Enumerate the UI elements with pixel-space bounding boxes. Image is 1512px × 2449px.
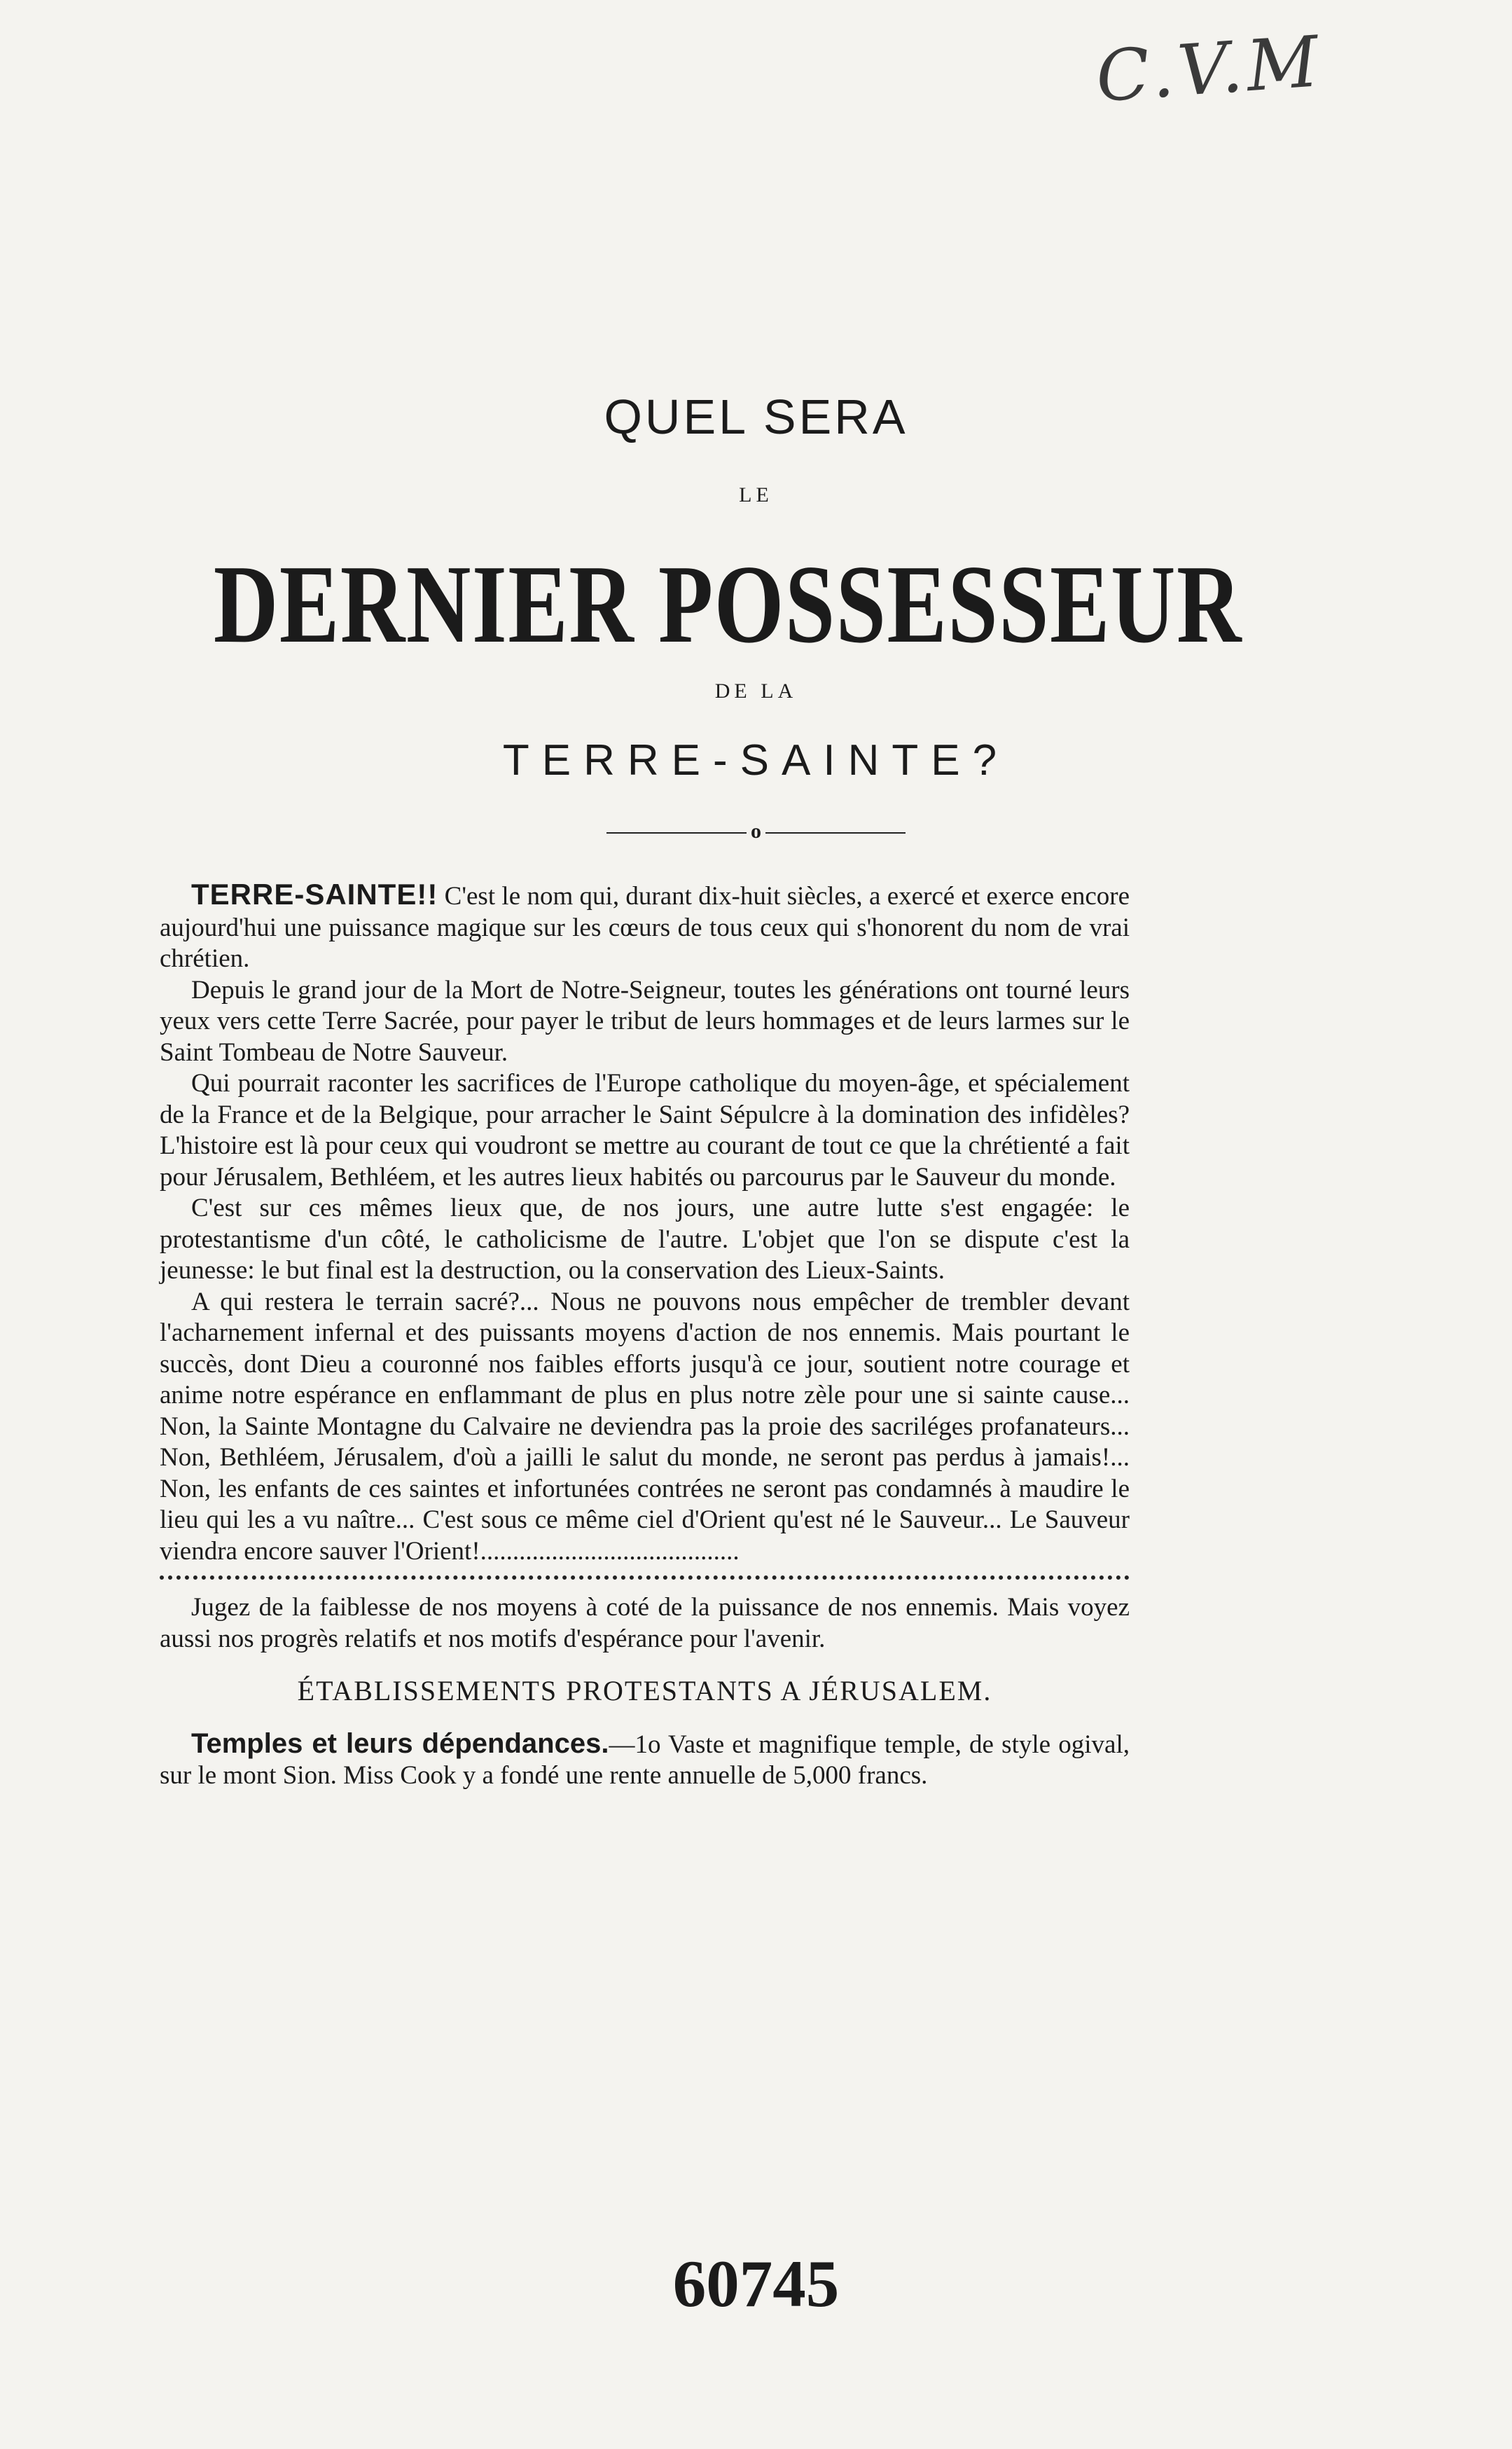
- title-main: DERNIER POSSESSEUR: [213, 541, 1243, 666]
- title-line-4: DE LA: [714, 679, 798, 703]
- title-line-5: TERRE-SAINTE?: [502, 736, 1010, 785]
- title-separator: o: [0, 820, 1512, 843]
- paragraph-6: Jugez de la faiblesse de nos moyens à coté de la puissance de nos ennemis. Mais voyez aussi nos progrès relatifs et nos motifs d'espérance pour l'avenir.: [160, 1593, 1130, 1653]
- paragraph-1: [160, 879, 1130, 975]
- lead-phrase: TERRE-SAINTE!!: [191, 878, 438, 911]
- section-text: —1o Vaste et magnifique temple, de style ogival, sur le mont Sion. Miss Cook y a fondé une rente annuelle de 5,000 francs.: [160, 1730, 1130, 1790]
- handwritten-annotation: C.V.M: [1093, 20, 1326, 118]
- title-line-1: QUEL SERA: [604, 389, 908, 444]
- dotted-separator: [160, 1568, 1130, 1580]
- paragraph-3: Qui pourrait raconter les sacrifices de l'Europe catholique du moyen-âge, et spécialement de la France et de la Belgique, pour arracher le Saint Sépulcre à la domination des infidèles? L'histoire est là pour ceux qui voudront se mettre au courant de tout ce que la chrétienté a fait pour Jérusalem, Bethléem, et les autres lieux habités ou parcourus par le Sauveur du monde.: [160, 1069, 1130, 1192]
- section-heading: ÉTABLISSEMENTS PROTESTANTS A JÉRUSALEM.: [297, 1675, 992, 1706]
- catalog-number: 60745: [672, 2247, 840, 2321]
- paragraph-2: Depuis le grand jour de la Mort de Notre-Seigneur, toutes les générations ont tourné leurs yeux vers cette Terre Sacrée, pour payer le tribut de leurs hommages et de leurs larmes sur le Saint Tombeau de Notre Sauveur.: [160, 975, 1130, 1067]
- section-paragraph: [160, 1728, 1130, 1792]
- body-text: [160, 879, 1130, 1792]
- paragraph-4: C'est sur ces mêmes lieux que, de nos jours, une autre lutte s'est engagée: le protestantisme d'un côté, le catholicisme de l'autre. L'objet que l'on se dispute c'est la jeunesse: le but final est la destruction, ou la conservation des Lieux-Saints.: [160, 1194, 1130, 1285]
- paragraph-5: A qui restera le terrain sacré?... Nous ne pouvons nous empêcher de trembler devant l'acharnement infernal et des puissants moyens d'action de nos ennemis. Mais pourtant le succès, dont Dieu a couronné nos faibles efforts jusqu'à ce jour, soutient notre courage et anime notre espérance en enflammant de plus en plus notre zèle pour une si sainte cause... Non, la Sainte Montagne du Calvaire ne deviendra pas la proie des sacriléges profanateurs... Non, Bethléem, Jérusalem, d'où a jailli le salut du monde, ne seront pas perdus à jamais!... Non, les enfants de ces saintes et infortunées contrées ne seront pas condamnés à maudire le lieu qui les a vu naître... C'est sous ce même ciel d'Orient qu'est né le Sauveur... Le Sauveur viendra encore sauver l'Orient!........................................: [160, 1287, 1130, 1566]
- paragraph-1-text: C'est le nom qui, durant dix-huit siècles, a exercé et exerce encore aujourd'hui une puissance magique sur les cœurs de tous ceux qui s'honorent du nom de vrai chrétien.: [160, 882, 1130, 973]
- title-line-2: LE: [739, 483, 773, 506]
- section-lead: Temples et leurs dépendances.: [191, 1727, 609, 1759]
